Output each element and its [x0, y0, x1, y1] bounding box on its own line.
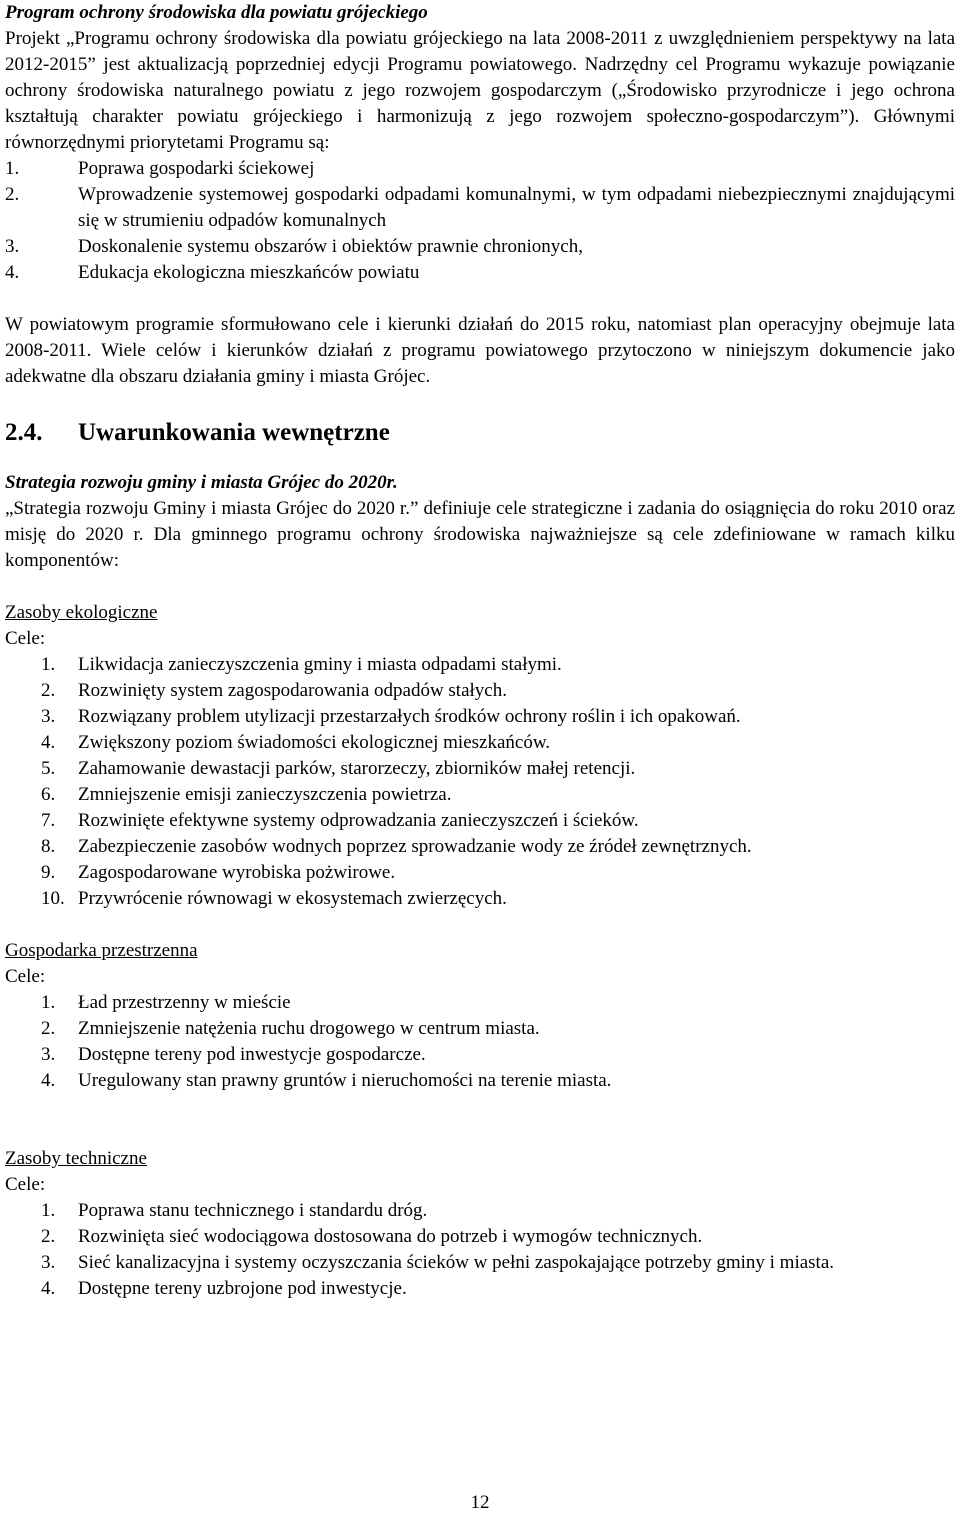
list-text: Zwiększony poziom świadomości ekologicznej mieszkańców.: [78, 732, 551, 753]
list-text: Poprawa stanu technicznego i standardu dróg.: [78, 1200, 428, 1221]
list-text: Zmniejszenie natężenia ruchu drogowego w centrum miasta.: [78, 1018, 540, 1039]
list-text: Rozwinięta sieć wodociągowa dostosowana do potrzeb i wymogów technicznych.: [78, 1226, 703, 1247]
list-text: Zabezpieczenie zasobów wodnych poprzez sprowadzanie wody ze źródeł zewnętrznych.: [78, 836, 752, 857]
paragraph: „Strategia rozwoju Gminy i miasta Grójec do 2020 r.” definiuje cele strategiczne i zadania do osiągnięcia do roku 2010 oraz misję do 2020 r. Dla gminnego programu ochrony środowiska najważniejsze są cele zdefiniowane w ramach kilku komponentów:: [5, 498, 955, 571]
list-number: 2.: [41, 1226, 56, 1247]
list-item: [5, 234, 955, 260]
list-text: Sieć kanalizacyjna i systemy oczyszczania ścieków w pełni zaspokajające potrzeby gminy i miasta.: [78, 1252, 835, 1273]
list-number: 4.: [41, 732, 56, 753]
list-number: 4.: [41, 1278, 56, 1299]
list-item: [5, 1250, 955, 1276]
list-number: 1.: [5, 158, 20, 179]
list-number: 3.: [5, 236, 20, 257]
list-item: [5, 834, 955, 860]
heading-text: Uwarunkowania wewnętrzne: [78, 419, 390, 446]
list-text: Likwidacja zanieczyszczenia gminy i miasta odpadami stałymi.: [78, 654, 562, 675]
paragraph: Projekt „Programu ochrony środowiska dla powiatu grójeckiego na lata 2008-2011 z uwzględnieniem perspektywy na lata 2012-2015” jest aktualizacją poprzedniej edycji Programu powiatowego. Nadrzędny cel Programu wykazuje powiązanie ochrony środowiska naturalnego powiatu z jego rozwojem gospodarczym („Środowisko przyrodnicze i jego ochrona kształtują charakter powiatu grójeckiego i harmonizują z jego rozwojem społeczno-gospodarczym”). Głównymi równorzędnymi priorytetami Programu są:: [5, 28, 955, 153]
list-item: [5, 990, 955, 1016]
document-page: [5, 0, 955, 1513]
priorities-list: [5, 156, 955, 286]
list-number: 7.: [41, 810, 56, 831]
list-number: 5.: [41, 758, 56, 779]
goals-list: [5, 1198, 955, 1302]
list-item: [5, 1042, 955, 1068]
list-text: Dostępne tereny pod inwestycje gospodarcze.: [78, 1044, 426, 1065]
list-item: [5, 1068, 955, 1094]
section-title: Strategia rozwoju gminy i miasta Grójec do 2020r.: [5, 472, 398, 493]
list-number: 10.: [41, 888, 65, 909]
list-item: [5, 886, 955, 912]
list-item: [5, 260, 955, 286]
list-item: [5, 1198, 955, 1224]
component-title: Zasoby ekologiczne: [5, 602, 158, 623]
list-number: 4.: [5, 262, 20, 283]
list-number: 1.: [41, 654, 56, 675]
list-number: 8.: [41, 836, 56, 857]
list-item: [5, 756, 955, 782]
list-text: Rozwinięte efektywne systemy odprowadzania zanieczyszczeń i ścieków.: [78, 810, 639, 831]
list-item: [5, 782, 955, 808]
list-item: [5, 860, 955, 886]
list-item: [5, 156, 955, 182]
list-item: [5, 730, 955, 756]
section-heading: [5, 418, 955, 448]
list-text: Przywrócenie równowagi w ekosystemach zwierzęcych.: [78, 888, 507, 909]
list-item: [5, 182, 955, 234]
list-text: Zagospodarowane wyrobiska pożwirowe.: [78, 862, 396, 883]
list-number: 4.: [41, 1070, 56, 1091]
component-title: Zasoby techniczne: [5, 1148, 147, 1169]
list-text: Uregulowany stan prawny gruntów i nieruchomości na terenie miasta.: [78, 1070, 612, 1091]
list-text: Wprowadzenie systemowej gospodarki odpadami komunalnymi, w tym odpadami niebezpiecznymi znajdującymi się w strumieniu odpadów komunalnych: [78, 184, 955, 231]
list-text: Dostępne tereny uzbrojone pod inwestycje.: [78, 1278, 407, 1299]
list-text: Ład przestrzenny w mieście: [78, 992, 291, 1013]
list-item: [5, 704, 955, 730]
paragraph: W powiatowym programie sformułowano cele i kierunki działań do 2015 roku, natomiast plan operacyjny obejmuje lata 2008-2011. Wiele celów i kierunków działań z programu powiatowego przytoczono w niniejszym dokumencie jako adekwatne dla obszaru działania gminy i miasta Grójec.: [5, 314, 955, 387]
list-item: [5, 1224, 955, 1250]
list-number: 2.: [41, 1018, 56, 1039]
list-number: 1.: [41, 1200, 56, 1221]
cele-label: Cele:: [5, 966, 46, 987]
list-text: Zahamowanie dewastacji parków, starorzeczy, zbiorników małej retencji.: [78, 758, 636, 779]
list-number: 6.: [41, 784, 56, 805]
list-item: [5, 1016, 955, 1042]
list-text: Doskonalenie systemu obszarów i obiektów prawnie chronionych,: [78, 236, 583, 257]
page-number: 12: [470, 1492, 490, 1513]
list-number: 2.: [5, 184, 20, 205]
list-item: [5, 1276, 955, 1302]
list-item: [5, 652, 955, 678]
list-text: Rozwiązany problem utylizacji przestarzałych środków ochrony roślin i ich opakowań.: [78, 706, 741, 727]
list-text: Edukacja ekologiczna mieszkańców powiatu: [78, 262, 420, 283]
list-number: 3.: [41, 706, 56, 727]
list-number: 1.: [41, 992, 56, 1013]
list-text: Rozwinięty system zagospodarowania odpadów stałych.: [78, 680, 507, 701]
list-number: 9.: [41, 862, 56, 883]
heading-number: 2.4.: [5, 419, 43, 446]
section-title: Program ochrony środowiska dla powiatu grójeckiego: [5, 2, 428, 23]
list-item: [5, 678, 955, 704]
list-text: Poprawa gospodarki ściekowej: [78, 158, 315, 179]
goals-list: [5, 990, 955, 1094]
cele-label: Cele:: [5, 628, 46, 649]
list-number: 3.: [41, 1044, 56, 1065]
goals-list: [5, 652, 955, 912]
list-item: [5, 808, 955, 834]
list-number: 2.: [41, 680, 56, 701]
list-number: 3.: [41, 1252, 56, 1273]
list-text: Zmniejszenie emisji zanieczyszczenia powietrza.: [78, 784, 452, 805]
component-title: Gospodarka przestrzenna: [5, 940, 198, 961]
cele-label: Cele:: [5, 1174, 46, 1195]
